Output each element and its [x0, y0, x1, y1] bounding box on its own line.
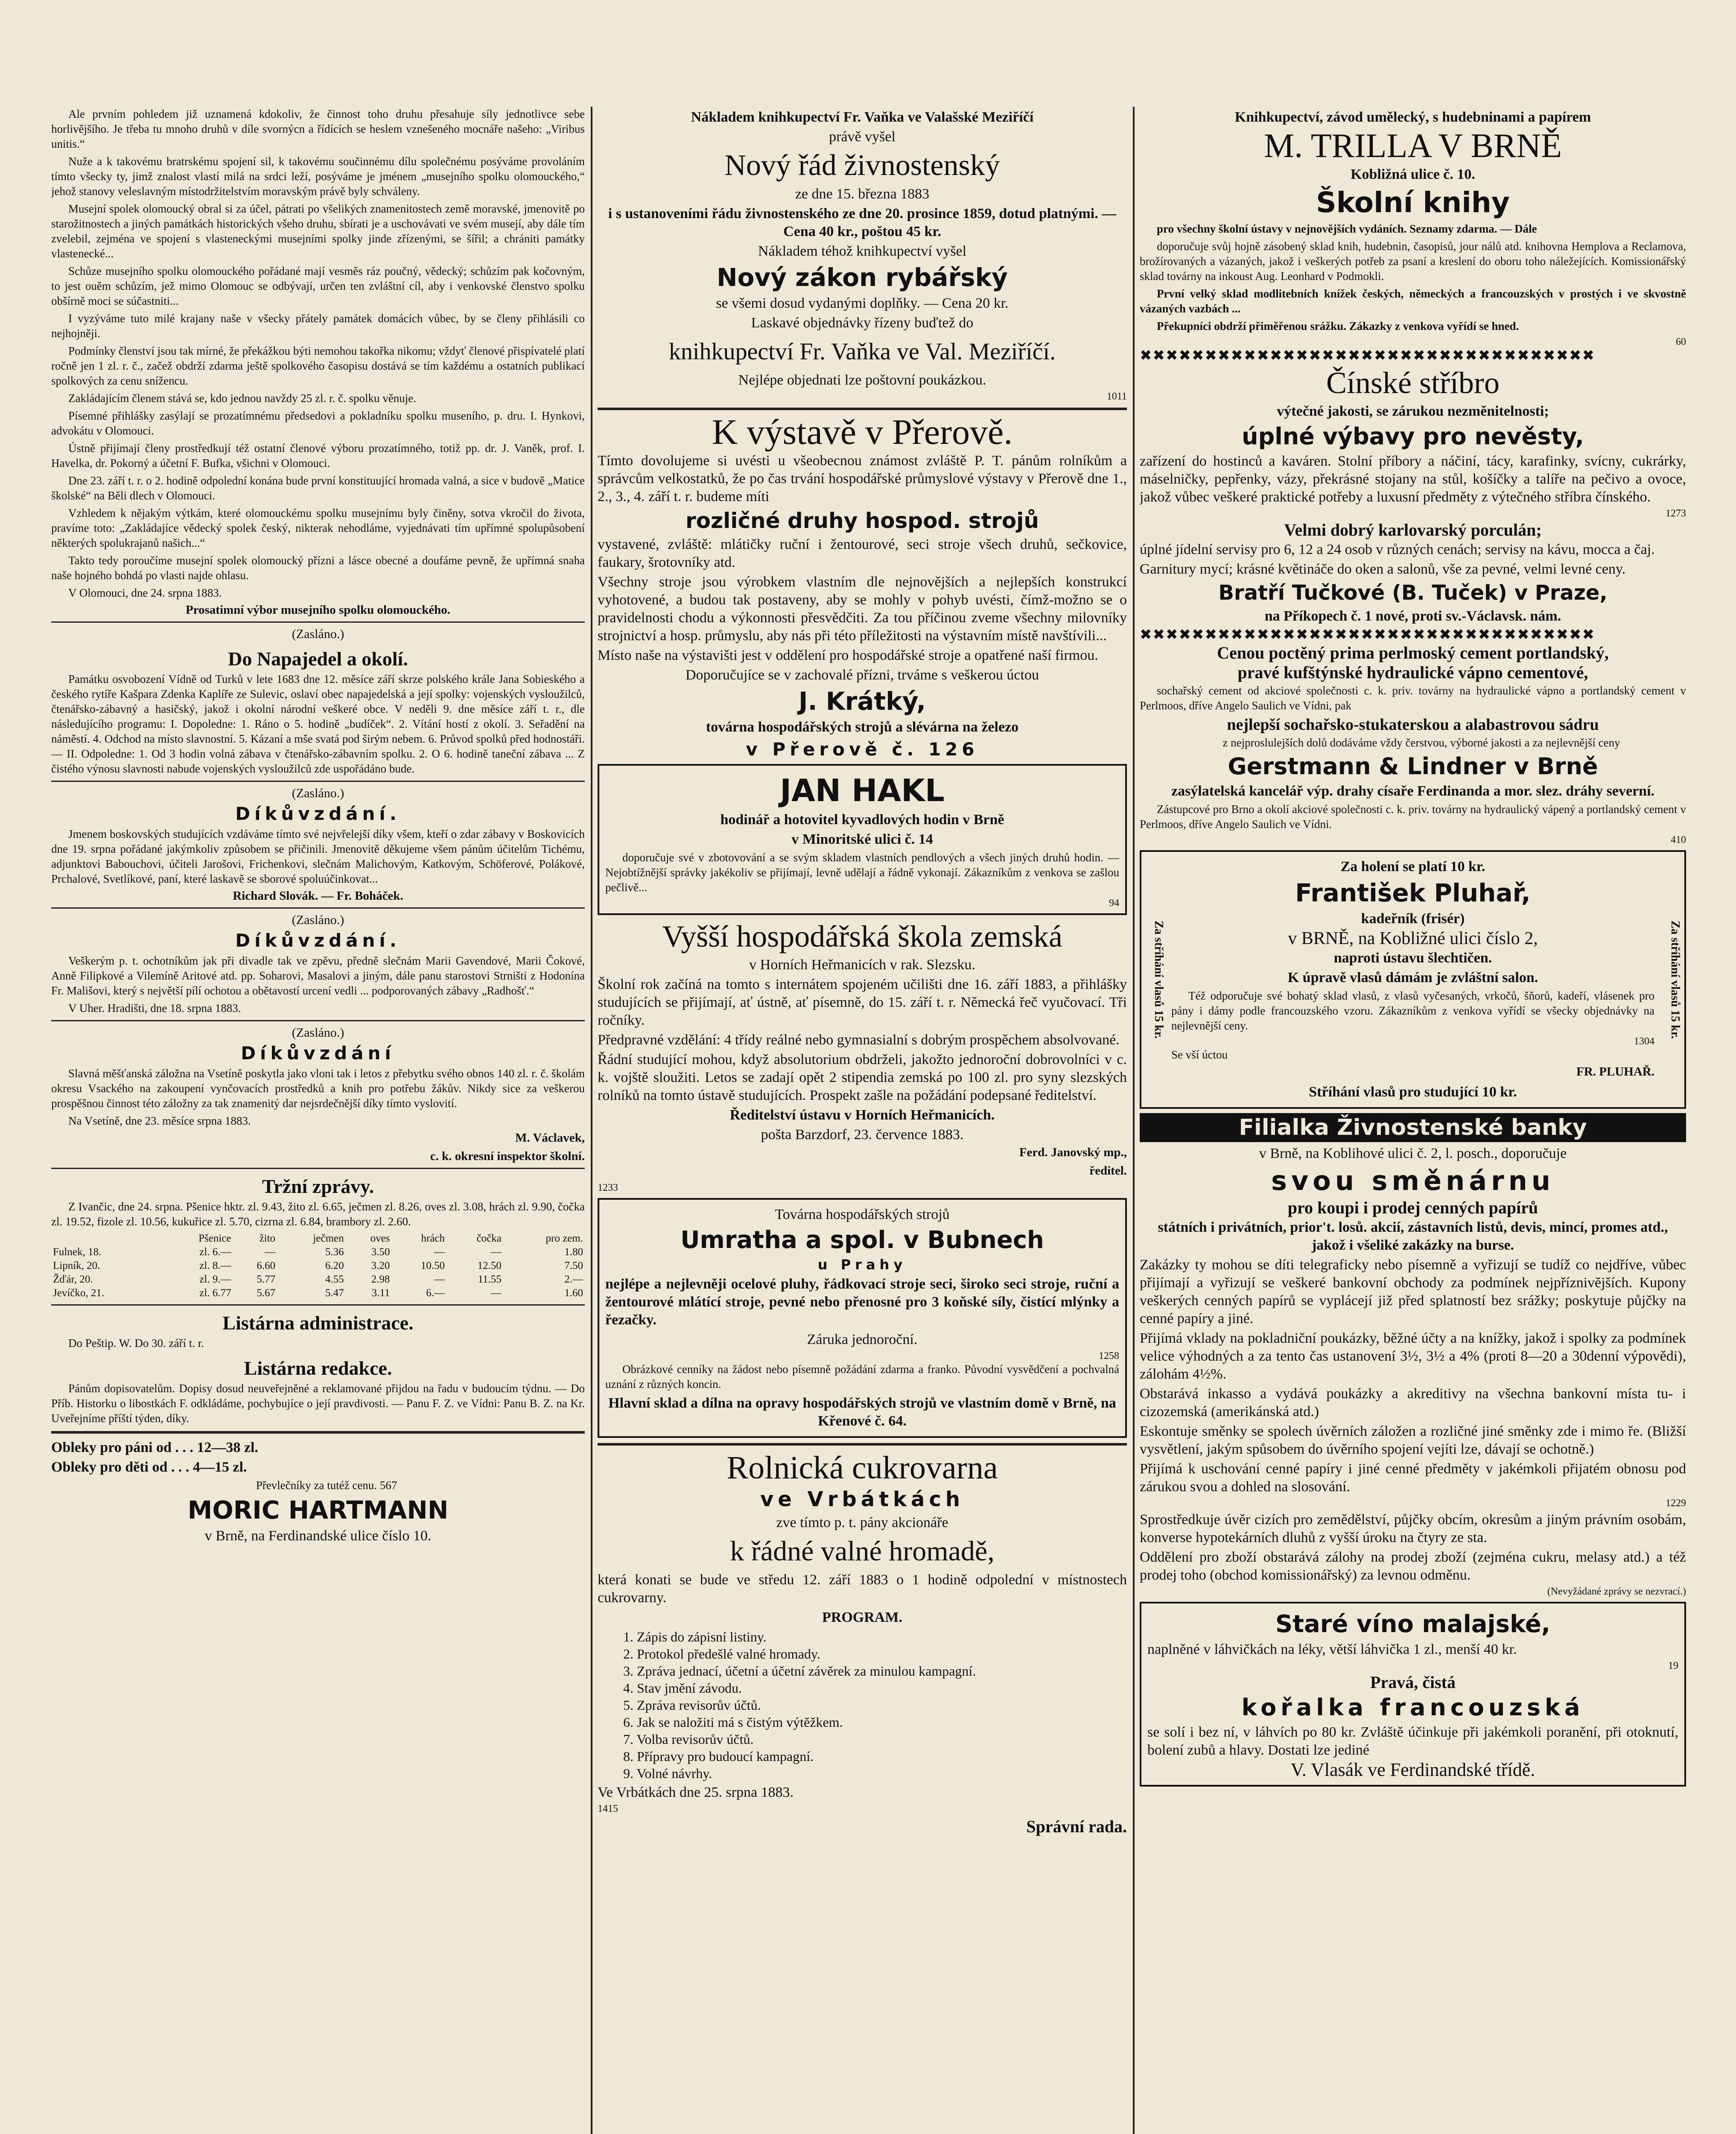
cement-ad-sub: zasýlatelská kancelář výp. drahy císaře Ferdinanda a mor. slez. dráhy severní. — [1171, 783, 1655, 799]
pluhar-ad-top: Za holení se platí 10 kr. — [1340, 859, 1485, 875]
zaslano-label: (Zasláno.) — [292, 627, 344, 641]
school-ad-text-2: Předpravné vzdělání: 4 třídy reálné nebo gymnasialní s dobrým prospěchem absolvované. — [598, 1032, 1120, 1048]
sugar-ad-item: 7. Volba revisorův účtů. — [623, 1732, 754, 1747]
table-cell: 11.55 — [478, 1274, 502, 1285]
table-cell: 1.60 — [564, 1287, 583, 1299]
vanek-ad-title: Nový řád živnostenský — [724, 149, 1000, 182]
pluhar-ad-city: v BRNĚ, na Kobližné ulici číslo 2, — [1288, 929, 1538, 948]
newspaper-page — [51, 107, 1686, 2134]
school-ad-sub: v Horních Heřmanicích v rak. Slezsku. — [749, 957, 975, 973]
listarna-admin-text: Do Peštip. W. Do 30. září t. r. — [68, 1337, 204, 1350]
prerov-ad-text-1: Tímto dovolujeme si uvésti u všeobecnou známost zvláště P. T. pánům rolníkům a správcům velkostatků, že po čas trvání hospodářské průmyslové výstavy v Přerově dne 1., 2., 3., 4. září t. r. budeme míti — [598, 453, 1127, 504]
school-ad-role: ředitel. — [1089, 1164, 1127, 1178]
trilla-ad-text-3: První velký sklad modlitebních knížek českých, německých a francouzských v prostých i ve skvostně vázaných vazbách ... — [1140, 287, 1686, 315]
table-cell: 1.80 — [564, 1246, 583, 1258]
vanek-ad-shop: knihkupectví Fr. Vaňka ve Val. Meziříčí. — [668, 338, 1056, 365]
cross-border-row: ✖✖✖✖✖✖✖✖✖✖✖✖✖✖✖✖✖✖✖✖✖✖✖✖✖✖✖✖✖✖✖✖✖✖✖ — [1140, 348, 1596, 363]
hakl-ad-number: 94 — [1109, 898, 1119, 909]
museum-paragraph-7: Zakládajícím členem stává se, kdo jednou navždy 25 zl. r. č. spolku věnuje. — [68, 392, 417, 405]
bank-ad-text-1: Zakázky ty mohou se díti telegraficky nebo písemně a vyřizují se tudíž co nejdříve, vůbec přijímají a vyřizují se veškeré bankovní obchody za podmínek nejpříznivějších. Kupony veškerých cenných papírů se vyplácejí již před splatností bez srážky; poskytuje půjčky na cenné papíry a jiné. — [1140, 1257, 1686, 1326]
table-header-cell: čočka — [476, 1233, 502, 1244]
museum-committee: Prosatimní výbor musejního spolku olomouckého. — [185, 603, 451, 617]
wine-ad-h: Pravá, čistá — [1370, 1673, 1456, 1692]
hakl-ad-body: doporučuje své v zbotovování a se svým skladem vlastních pendlových a všech jiných druhů hodin. — Nejobtížnější správky jakékoliv se přijímají, levně udělají a řádně vykonají. Zákazníkům z venkova se zašlou pečlivě... — [605, 851, 1119, 894]
museum-paragraph-4: Schůze musejního spolku olomouckého pořádané mají vesměs ráz poučný, vědecký; schůzím pak kočovným, to jest ouěm schůzím, jež mimo Olomouc se odbývají, určen ten zvláštní cíl, aby i venkovské členstvo spolku obšírně moci se súčastniti... — [51, 265, 585, 307]
trilla-ad-big: Školní knihy — [1316, 186, 1510, 219]
cement-ad-firm: Gerstmann & Lindner v Brně — [1228, 753, 1598, 780]
museum-paragraph-10: Dne 23. září t. r. o 2. hodině odpolední konána bude první konstituující hromada valná, a sice v budově „Matice školské“ na Běli dlech v Olomouci. — [51, 474, 585, 502]
umrath-ad-box — [598, 1198, 1127, 1438]
divider — [51, 621, 585, 623]
table-cell: Lipník, 20. — [53, 1260, 100, 1271]
table-cell: 6.60 — [257, 1260, 276, 1271]
museum-paragraph-12: Takto tedy poroučíme musejní spolek olomoucký přízni a lásce obecné a doufáme pevně, že upřímná snaha naše hojného bohdá po vlasti najde ohlasu. — [51, 554, 585, 582]
vanek-ad-incl-2: se všemi dosud vydanými doplňky. — Cena 20 kr. — [716, 295, 1009, 311]
market-text: Z Ivančic, dne 24. srpna. Pšenice hktr. zl. 9.43, žito zl. 6.65, ječmen zl. 8.26, oves zl. 3.08, hrách zl. 9.90, čočka zl. 19.52, fizole zl. 10.56, kukuřice zl. 5.70, cizrna zl. 6.84, brambory zl. 2.60. — [51, 1200, 585, 1228]
pluhar-ad-title: František Pluhař, — [1295, 878, 1531, 907]
table-cell: zl. 6.77 — [199, 1287, 231, 1299]
silver-ad-sub: výtečné jakosti, se zárukou nezměnitelnosti; — [1277, 403, 1549, 419]
hartmann-address: v Brně, na Ferdinandské ulice číslo 10. — [204, 1528, 432, 1544]
table-row — [51, 1273, 585, 1286]
divider — [51, 1304, 585, 1306]
museum-paragraph-11: Vzhledem k nějakým výtkám, které olomouckému spolku musejnímu byly činěny, sotva vkročil do života, pravíme toto: „Zakládajíce vědecký spolek český, nikterak nehodláme, vyjednávati tím upřímné spolupůsobení některých spolukrajanů našich...“ — [51, 507, 585, 549]
table-cell: 5.47 — [325, 1287, 344, 1299]
hakl-ad-title: JAN HAKL — [780, 773, 945, 808]
trilla-ad-text-2: doporučuje svůj hojně zásobený sklad knih, hudebnin, časopisů, jour nálů atd. knihovna Hemplova a Reclamova, brožírovaných a vázaných, jakož i veškerých potřeb za psaní a kreslení do oboru toho náležejících. Komissionářský sklad továrny na inkoust Aug. Leonhard v Podmokli. — [1140, 240, 1686, 283]
wine-ad-text-1: naplněné v láhvičkách na léky, větší láhvička 1 zl., menší 40 kr. — [1147, 1641, 1517, 1657]
cement-ad-text-5: z nejproslulejších dolů dodáváme vždy čerstvou, výborné jakosti a za nejlevnější ceny — [1222, 736, 1620, 749]
zaslano-label: (Zasláno.) — [292, 913, 344, 927]
bank-ad-h: pro koupi i prodej cenných papírů — [1287, 1198, 1538, 1217]
sugar-ad-big: k řádné valné hromadě, — [730, 1536, 995, 1567]
vanek-ad-date: ze dne 15. března 1883 — [795, 186, 930, 202]
wine-ad-number: 19 — [1668, 1660, 1678, 1671]
cement-ad-line-1: Cenou poctěný prima perlmoský cement portlandský, — [1217, 643, 1609, 662]
prerov-ad-big: rozličné druhy hospod. strojů — [685, 508, 1039, 533]
silver-ad-firm: Bratří Tučkové (B. Tuček) v Praze, — [1218, 581, 1608, 605]
sugar-ad-program: PROGRAM. — [822, 1609, 902, 1625]
dikuvzdani-heading-3: Díkůvzdání — [241, 1043, 395, 1064]
sugar-ad-text: která konati se bude ve středu 12. září 1883 o 1 hodině odpolední v místnostech cukrovarny. — [598, 1572, 1127, 1606]
trilla-ad-text-1: pro všechny školní ústavy v nejnovějších vydáních. Seznamy zdarma. — Dále — [1157, 222, 1537, 235]
divider — [51, 781, 585, 782]
table-cell: 10.50 — [420, 1260, 445, 1271]
table-cell: zl. 6.— — [199, 1246, 231, 1258]
cement-ad-text-6: Zástupcové pro Brno a okolí akciové společnosti c. k. priv. továrny na hydraulický vápený a portlandský cement v Perlmoos, dříve Angelo Saulich ve Vídni. — [1140, 803, 1686, 831]
napajedla-heading: Do Napajedel a okolí. — [228, 648, 408, 670]
trilla-ad-top: Knihkupectví, závod umělecký, s hudebninami a papírem — [1234, 109, 1591, 125]
hakl-ad-sub: hodinář a hotovitel kyvadlových hodin v Brně — [720, 812, 1004, 828]
sugar-ad-item: 9. Volné návrhy. — [623, 1766, 712, 1781]
bank-ad-foot: (Nevyžádané zprávy se nezvrací.) — [1547, 1586, 1686, 1597]
school-ad-sign: Ředitelství ústavu v Horních Heřmanicích. — [729, 1107, 995, 1123]
table-cell: 2.— — [564, 1274, 583, 1285]
column-1 — [51, 107, 585, 2134]
table-cell: — — [265, 1246, 276, 1258]
sugar-ad-sign: Správní rada. — [1026, 1817, 1127, 1836]
umrath-ad-text-3: Hlavní sklad a dílna na opravy hospodářských strojů ve vlastním domě v Brně, na Křenové č. 64. — [608, 1395, 1116, 1429]
prerov-ad-sub: továrna hospodářských strojů a slévárna na železo — [706, 719, 1019, 735]
table-cell: 3.50 — [371, 1246, 390, 1258]
prerov-ad-sign: J. Krátký, — [798, 687, 926, 716]
table-cell: 6.— — [426, 1287, 445, 1299]
market-heading: Tržní zprávy. — [262, 1175, 374, 1197]
umrath-ad-number: 1258 — [1099, 1350, 1119, 1361]
table-cell: — — [434, 1274, 445, 1285]
umrath-ad-top: Továrna hospodářských strojů — [775, 1207, 950, 1222]
hartmann-line-2: Obleky pro děti od . . . 4—15 zl. — [51, 1459, 247, 1475]
table-cell: 5.67 — [257, 1287, 276, 1299]
pluhar-ad-sign-1: Se vší úctou — [1171, 1048, 1228, 1061]
column-rule — [1133, 107, 1135, 2134]
wine-ad-box — [1140, 1602, 1686, 1787]
table-cell: 6.20 — [325, 1260, 344, 1271]
table-cell: — — [434, 1246, 445, 1258]
wine-ad-title: Staré víno malajské, — [1275, 1610, 1551, 1638]
table-cell: zl. 8.— — [199, 1260, 231, 1271]
table-cell: — — [490, 1246, 502, 1258]
cement-ad-text-3: sochařský cement od akciové společnosti c. k. priv. továrny na hydraulické vápno a portlandský cement v Perlmoos, dříve Angelo Saulich ve Vídni, pak — [1140, 684, 1686, 712]
pluhar-ad-sign-2: FR. PLUHAŘ. — [1576, 1065, 1654, 1079]
silver-ad-text-3: Garnitury mycí; krásné květináče do oken a salonů, vše za pevné, velmi levné ceny. — [1140, 561, 1626, 577]
dikuvzdani-dateline-3: Na Vsetíně, dne 23. měsíce srpna 1883. — [68, 1114, 251, 1127]
column-3 — [1140, 107, 1686, 2134]
hakl-ad-box — [598, 764, 1127, 915]
sugar-ad-item: 3. Zpráva jednací, účetní a účetní závěrek za minulou kampagní. — [623, 1663, 976, 1679]
table-cell: 7.50 — [564, 1260, 583, 1271]
divider — [51, 1020, 585, 1021]
table-cell: Jevíčko, 21. — [53, 1287, 105, 1299]
museum-paragraph-6: Podmínky členství jsou tak mírné, že překážkou býti nemohou takořka nikomu; vždyť členové přispívatelé platí ročně jen 1 zl. r. č., začež obdrží zdarma ještě spolkového časopisu dostává se tím každému a ostatních publikací spolkových za cenu snížencu. — [51, 344, 585, 387]
dikuvzdani-text-2: Veškerým p. t. ochotníkům jak při divadle tak ve zpěvu, předně slečnám Marii Gavendové, Marii Čokové, Anně Filipkové a Vilemíně Aritové atd. pp. Soharovi, Masalovi a jiným, dále panu starostovi Strništi z Hodonína Fr. Mališovi, který s největší pílí ochotou a obětavostí urcení vedli ... podporovaných zábavy „Radhošť.“ — [51, 954, 585, 997]
museum-paragraph-5: I vyzýváme tuto milé krajany naše v všecky přátely památek domácích vůbec, by se členy přihlásili co nejhojněji. — [51, 312, 585, 340]
table-cell: 3.20 — [371, 1260, 390, 1271]
sugar-ad-title: Rolnická cukrovarna — [726, 1450, 998, 1486]
vanek-ad-mid: Nákladem téhož knihkupectví vyšel — [758, 243, 967, 259]
table-header-row — [51, 1232, 585, 1245]
divider — [598, 1443, 1127, 1446]
cement-ad-line-2: pravé kufštýnské hydraulické vápno cementové, — [1237, 663, 1588, 682]
column-rule — [591, 107, 592, 2134]
table-cell: 5.77 — [257, 1274, 276, 1285]
zaslano-label: (Zasláno.) — [292, 786, 344, 800]
trilla-ad-number: 60 — [1676, 336, 1686, 347]
museum-paragraph-3: Musejní spolek olomoucký obral si za účel, pátrati po všelikých znamenitostech země moravské, jmenovitě po starožitnostech a jiných památkách historických všeho druhu, sbírati je a uschovávati ve svém musejí, aby dále tím zvelebil, zejména ve spojení s vlasteneckými musejními spolky jinde zřízenými, se šířil; a chrániti památky vlastenecké... — [51, 202, 585, 260]
vanek-ad-incl: i s ustanoveními řádu živnostenského ze dne 20. prosince 1859, dotud platnými. — Cena 40 kr., poštou 45 kr. — [608, 206, 1117, 239]
divider — [51, 1431, 585, 1434]
silver-ad-text-1: zařízení do hostinců a kaváren. Stolní příbory a náčiní, tácy, karafinky, svícny, cukrárky, máselničky, pepřenky, vázy, překrásné stojany na stůl, košíčky a talíře na pečivo a ovoce, jakož vůbec veškeré praktické potřeby a luxusní předměty z výtečného stříbra čínského. — [1140, 453, 1686, 505]
table-row — [51, 1286, 585, 1300]
dikuvzdani-heading-1: Díkůvzdání. — [235, 803, 401, 824]
divider — [51, 907, 585, 909]
table-header-cell: hrách — [421, 1233, 445, 1244]
bank-ad-text-3: Obstarává inkasso a vydává poukázky a akreditivy na všechna bankovní místa tu- i cizozemská (amerikánská atd.) — [1140, 1386, 1686, 1420]
listarna-admin-heading: Listárna administrace. — [222, 1312, 414, 1334]
umrath-ad-city: u Prahy — [817, 1256, 907, 1273]
wine-ad-text-2: se solí i bez ní, v láhvích po 80 kr. Zvláště účinkuje při jakémkoli poranění, při otoknutí, bolení zubů a hlavy. Dostati lze jediné — [1147, 1724, 1678, 1758]
hartmann-name: MORIC HARTMANN — [187, 1496, 449, 1525]
prerov-ad-text-4: Místo naše na výstavišti jest v oddělení pro hospodářské stroje a opatřené naší firmou. — [598, 647, 1098, 663]
bank-ad-text-4: Eskontuje směnky se spolech úvěrních záložen a rozličné jiné směnky zde i mimo ře. (Bližší vysvětlení, jakým spůsobem do úvěrního spojení vejíti lze, dávají se ochotně.) — [1140, 1423, 1686, 1457]
bank-ad-text-2: Přijímá vklady na pokladniční poukázky, běžné účty a na knížky, jakož i spolky za podmínek velice výhodných a za tento čas ustanovení 3½, 3½ a 4% (proti 8—20 a 30denní výpovědi), zálohám 4½%. — [1140, 1330, 1686, 1382]
table-cell: 2.98 — [371, 1274, 390, 1285]
dikuvzdani-text-1: Jmenem boskovských studujících vzdáváme tímto své nejvřelejší díky všem, kteří o zdar zábavy v Boskovicích dne 19. srpna pořádané jakýmkoliv způsobem se přičinili. Jmenovitě děkujeme všem pánům účitelům Tichému, adjunktovi Babouchovi, účiteli Jarošovi, Frichenkovi, slečnám Malichovým, Katkovým, Schöferové, Polákové, Prchalové, Svetlíkové, paní, které laskavě se sborové spoluúčinkovat... — [51, 828, 585, 885]
sugar-ad-item: 4. Stav jmění závodu. — [623, 1680, 742, 1696]
listarna-redakce-heading: Listárna redakce. — [244, 1357, 392, 1379]
prerov-ad-text-5: Doporučujíce se v zachovalé přízni, trváme s veškerou úctou — [686, 667, 1039, 683]
sugar-ad-city: ve Vrbátkách — [760, 1487, 964, 1511]
napajedla-text: Památku osvobození Vídně od Turků v lete 1683 dne 12. měsíce září skrze polského krále Jana Sobieského a českého rytíře Kašpara Zdenka Kaplíře ze Sulevic, oslaví obec napajedelská a její spolky: vojenských vysloužilců, čtenářsko-zábavný a hasičský, jakož i okolní národní veškeré obce. V neděli 9. dne měsíce září t. r., dle následujícího programu: I. Dopoledne: 1. Ráno o 5. hodině „budíček“. 2. Vítání hostí z okolí. 3. Seřadění na náměstí. 4. Odchod na místo slavnostní. 5. Kázaní a mše svatá pod širým nebem. 6. Průvod spolků před hodnostáři. — II. Odpoledne: 1. Od 3 hodin volná zábava v čtenářsko-zábavním spolku. 2. O 6. hodině taneční zábava ... Z čistého výnosu slavnosti nabude vojenských vysloužilců zde uspořádáno bude. — [51, 673, 585, 775]
trilla-ad-street: Kobližná ulice č. 10. — [1351, 166, 1475, 182]
table-header-cell — [51, 1232, 161, 1245]
pluhar-ad-side-left: Za stříhání vlasů 15 kr. — [1152, 920, 1165, 1039]
school-ad-post: pošta Barzdorf, 23. července 1883. — [761, 1127, 964, 1143]
bank-ad-number: 1229 — [1666, 1498, 1686, 1509]
prerov-ad-title: K výstavě v Přerově. — [712, 412, 1013, 452]
table-cell: 12.50 — [477, 1260, 502, 1271]
pluhar-ad-side-right: Za stříhání vlasů 15 kr. — [1669, 920, 1682, 1039]
museum-paragraph-2: Nuže a k takovému bratrskému spojení sil, k takovému součinnému dílu společnému posýváme provoláním tímto všecky ty, jimž znalost vlastí milá na srdci leží, posýváme je jménem „musejního spolku olomouckého,“ jehož stanovy veleslavným místodržitelstvím moravským právě byly schváleny. — [51, 155, 585, 198]
school-ad-text-1: Školní rok začíná na tomto s internátem spojeném učilišti dne 16. září 1883, a přihlášky studujících se přijímají, ať ústně, ať písemně, do 15. září t. r. Německá řeč vyučovací. Tři ročníky. — [598, 977, 1127, 1028]
prerov-ad-text-3: Všechny stroje jsou výrobkem vlastním dle nejnovějších a nejlepších konstrukcí vyhotovené, a budou tak postaveny, aby se mohly v pohyb uvésti, čímž-možno se o pravidelnosti chodu a výkonnosti přesvědčiti. Za tou příčinou zveme všechny milovníky strojnictví a hosp. průmyslu, aby nás při této příležitosti na výstavním místě navštívili... — [598, 574, 1127, 644]
silver-ad-number: 1273 — [1666, 508, 1686, 519]
table-row — [51, 1245, 585, 1259]
table-header-cell: ječmen — [313, 1233, 344, 1244]
wine-ad-big: kořalka francouzská — [1241, 1694, 1584, 1721]
dikuvzdani-text-3: Slavná měšťanská záložna na Vsetíně poskytla jako vloni tak i letos z přebytku svého obnos 140 zl. r. č. školám okresu Vsackého na zakoupení vynčovacích prostředků a knih pro potřebu žákův. Nikdy sice za veškerou prospěšnou činnost této záložny za tak znamenitý dar nejsrdečnější díky tímto vyslovití. — [51, 1067, 585, 1110]
table-cell: 4.55 — [325, 1274, 344, 1285]
cement-ad-number: 410 — [1671, 834, 1686, 845]
silver-ad-title: Čínské stříbro — [1326, 366, 1500, 400]
sugar-ad-date: Ve Vrbátkách dne 25. srpna 1883. — [598, 1784, 794, 1800]
school-ad-number: 1233 — [598, 1182, 618, 1193]
museum-paragraph-8: Písemné přihlášky zasýlají se prozatímnému předsedovi a pokladníku spolku museního, p. dru. I. Hynkovi, advokátu v Olomouci. — [51, 409, 585, 437]
table-header-cell: žito — [259, 1233, 276, 1244]
divider — [51, 1168, 585, 1169]
school-ad-title: Vyšší hospodářská škola zemská — [662, 919, 1062, 953]
sugar-ad-item: 8. Přípravy pro budoucí kampagní. — [623, 1749, 814, 1764]
pluhar-ad-bottom: Stříhání vlasů pro studující 10 kr. — [1309, 1084, 1517, 1100]
pluhar-ad-role: kadeřník (frisér) — [1361, 911, 1465, 927]
table-cell: 5.36 — [325, 1246, 344, 1258]
museum-paragraph-1: Ale prvním pohledem již uznamená kdokoliv, že činnost toho druhu přesahuje síly jednotlivce sebe horlivějšího. Je třeba tu mnoho druhů v díle svornýcn a řídících se heslem vznešeného mocnáře našeho: „Viribus unitis.“ — [51, 108, 585, 150]
table-header-cell: oves — [370, 1233, 390, 1244]
pluhar-ad-box — [1140, 850, 1686, 1109]
museum-dateline: V Olomouci, dne 24. srpna 1883. — [68, 586, 222, 599]
bank-ad-text-6: Sprostředkuje úvěr cizích pro zemědělství, půjčky obcím, okresům a jiným právním osobám, konverse hypotekárních dluhů z vyšší úroku na čtyry ze sta. — [1140, 1512, 1686, 1545]
dikuvzdani-sign-3b: c. k. okresní inspektor školní. — [430, 1149, 585, 1163]
vanek-ad-title-2: Nový zákon rybářský — [716, 263, 1008, 292]
pluhar-ad-text-2: Též odporučuje své bohatý sklad vlasů, z vlasů vyčesaných, vrkočů, šňorů, kadeří, vlásenek pro pány i dámy podle francouzského vzoru. Zákazníkům z venkova vyřídí se všecky objednávky na nejlevnější ceny. — [1171, 989, 1654, 1032]
table-cell: zl. 9.— — [199, 1274, 231, 1285]
silver-ad-address: na Příkopech č. 1 nové, proti sv.-Václavsk. nám. — [1264, 608, 1561, 624]
pluhar-ad-sub: naproti ústavu šlechtičen. — [1333, 950, 1492, 966]
sugar-ad-item: 5. Zpráva revisorův účtů. — [623, 1697, 761, 1713]
hartmann-line-3: Převlečníky za tutéž cenu. 567 — [256, 1479, 397, 1492]
vanek-ad-vysel: právě vyšel — [829, 129, 896, 145]
zaslano-label: (Zasláno.) — [292, 1026, 344, 1040]
umrath-ad-text-2: Obrázkové cenníky na žádost nebo písemně požádání zdarma a franko. Původní vysvědčení a pochvalná uznání z různých koncin. — [605, 1363, 1119, 1391]
umrath-ad-title: Umratha a spol. v Bubnech — [680, 1226, 1044, 1254]
bank-ad-big: svou směnárnu — [1271, 1165, 1555, 1196]
column-2 — [598, 107, 1127, 2134]
divider — [598, 408, 1127, 410]
dikuvzdani-heading-2: Díkůvzdání. — [235, 930, 401, 951]
trilla-ad-title: M. TRILLA V BRNĚ — [1264, 127, 1562, 165]
wine-ad-sign: V. Vlasák ve Ferdinandské třídě. — [1290, 1759, 1535, 1780]
vanek-ad-order: Laskavé objednávky řízeny buďtež do — [751, 315, 974, 331]
table-cell: — — [490, 1287, 502, 1299]
table-header-cell: pro zem. — [546, 1233, 583, 1244]
bank-ad-list: státních i privátních, prior't. losů. akcií, zástavních listů, devis, mincí, promes atd., jakož i všeliké zakázky na burse. — [1158, 1219, 1668, 1253]
umrath-ad-text-1: nejlépe a nejlevněji ocelové pluhy, řádkovací stroje seci, široko seci stroje, ruční a žentourové mlátící stroje, pevné nebo přenosné pro 3 koňské síly, čistící mlýnky a řezačky. — [605, 1276, 1119, 1328]
dikuvzdani-sign-3a: M. Václavek, — [515, 1131, 585, 1145]
table-cell: Žďár, 20. — [53, 1274, 93, 1285]
sugar-ad-invite: zve tímto p. t. pány akcionáře — [776, 1515, 948, 1531]
bank-ad-text-7: Oddělení pro zboží obstarává zálohy na prodej zboží (zejména cukru, melasy atd.) a též prodej toho (obchod komissionářský) za levnou odměnu. — [1140, 1549, 1686, 1583]
sugar-ad-item: 1. Zápis do zápisní listiny. — [623, 1629, 767, 1644]
museum-paragraph-9: Ústně přijímají členy prostředkují též ostatní členové výboru prozatímného, totiž pp. dr. J. Vaněk, prof. I. Havelka, dr. Pokorný a účetní F. Bufka, všichni v Olomouci. — [51, 442, 585, 469]
sugar-ad-item: 6. Jak se naložiti má s čistým výtěžkem. — [623, 1714, 843, 1730]
listarna-redakce-text: Pánům dopisovatelům. Dopisy dosud neuveřejněné a reklamované přijdou na řadu v budoucím týdnu. — Do Příb. Historku o libostkách F. odkládáme, pochybujíce o její pravdivosti. — Panu F. Z. ve Vídni: Panu B. Z. na Kr. Uveřejníme příští týden, díky. — [51, 1382, 585, 1425]
sugar-ad-number: 1415 — [598, 1803, 618, 1814]
pluhar-ad-number: 1304 — [1634, 1036, 1654, 1047]
market-price-table — [51, 1232, 585, 1300]
cement-ad-line-4: nejlepší sochařsko-stukaterskou a alabastrovou sádru — [1227, 716, 1599, 734]
dikuvzdani-dateline-2: V Uher. Hradišti, dne 18. srpna 1883. — [68, 1002, 241, 1015]
table-header-cell: Pšenice — [198, 1233, 231, 1244]
hakl-ad-address: v Minoritské ulici č. 14 — [791, 831, 933, 847]
sugar-ad-item: 2. Protokol předešlé valné hromady. — [623, 1646, 820, 1662]
pluhar-ad-text-1: K úpravě vlasů dámám je zvláštní salon. — [1287, 970, 1538, 985]
school-ad-text-3: Řádní studující mohou, když absolutorium obdrželi, jakožto jednoroční dobrovolníci v c. k. vojště sloužiti. Letos se zadají opět 2 stipendia zemská po 100 zl. pro syny slezských rolníků na tomto ústavě studujících. Prospekt zašle na požádání podepsané ředitelství. — [598, 1052, 1127, 1103]
silver-ad-text-2: úplné jídelní servisy pro 6, 12 a 24 osob v různých cenách; servisy na kávu, mocca a čaj. — [1140, 542, 1655, 557]
table-cell: Fulnek, 18. — [53, 1246, 102, 1258]
prerov-ad-text-2: vystavené, zvláště: mlátičky ruční i žentourové, seci stroje všech druhů, sečkovice, faukary, šrotovníky atd. — [598, 536, 1127, 570]
table-row — [51, 1259, 585, 1273]
vanek-ad-top: Nákladem knihkupectví Fr. Vaňka ve Valašské Meziříčí — [691, 109, 1034, 125]
table-cell: 3.11 — [371, 1287, 390, 1299]
silver-ad-big: úplné výbavy pro nevěsty, — [1242, 423, 1584, 450]
trilla-ad-foot: Překupníci obdrží přiměřenou srážku. Zákazky z venkova vyřídí se hned. — [1157, 320, 1519, 332]
prerov-ad-city: v Přerově č. 126 — [746, 739, 979, 760]
bank-ad-text-5: Přijímá k uschování cenné papíry i jiné cenné předměty v jakémkoli přijatém obnosu pod zárukou svou a dohled na slosování. — [1140, 1461, 1686, 1495]
umrath-ad-zaruka: Záruka jednoroční. — [807, 1332, 918, 1347]
hartmann-line-1: Obleky pro páni od . . . 12—38 zl. — [51, 1440, 258, 1455]
vanek-ad-number: 1011 — [1106, 391, 1127, 402]
silver-ad-h2: Velmi dobrý karlovarský porculán; — [1284, 520, 1542, 539]
bank-ad-title: Filialka Živnostenské banky — [1140, 1113, 1686, 1142]
cross-border-row: ✖✖✖✖✖✖✖✖✖✖✖✖✖✖✖✖✖✖✖✖✖✖✖✖✖✖✖✖✖✖✖✖✖✖✖ — [1140, 627, 1596, 642]
dikuvzdani-sign-1: Richard Slovák. — Fr. Boháček. — [233, 889, 403, 903]
school-ad-director: Ferd. Janovský mp., — [1019, 1146, 1127, 1159]
bank-ad-address: v Brně, na Koblihové ulici č. 2, l. posch., doporučuje — [1259, 1146, 1567, 1161]
vanek-ad-foot: Nejlépe objednati lze poštovní poukázkou. — [738, 372, 986, 388]
